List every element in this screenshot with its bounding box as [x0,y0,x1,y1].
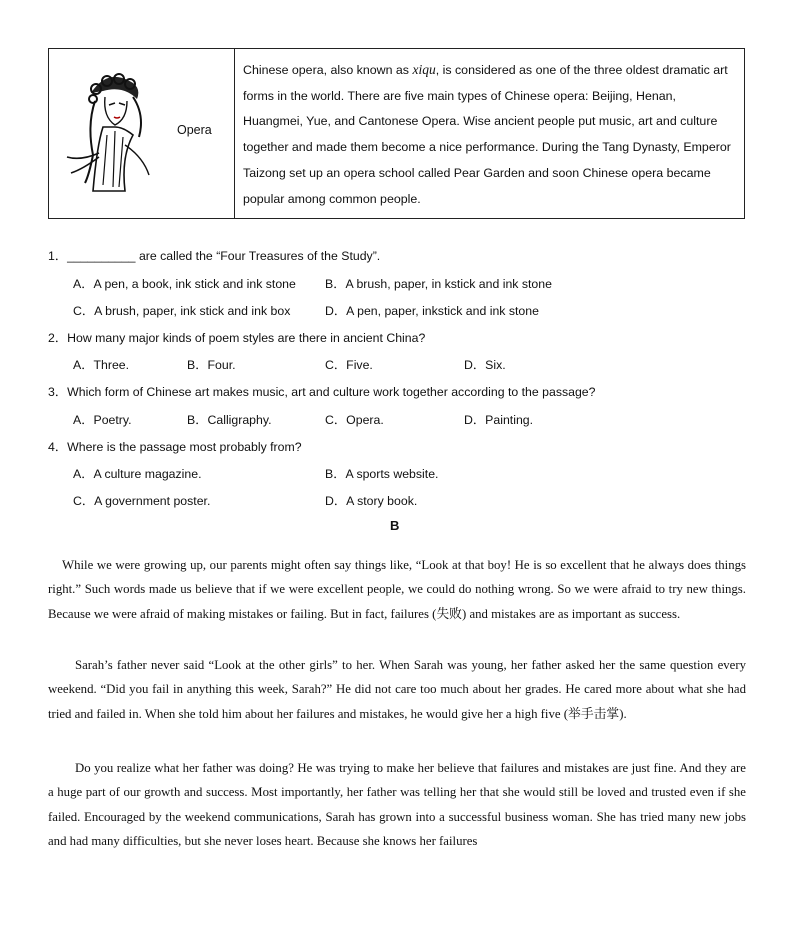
opera-performer-illustration [63,65,153,195]
question-1-option-b[interactable]: B．A brush, paper, in kstick and ink stone [325,277,552,291]
question-1-stem: 1．__________ are called the “Four Treasures of the Study”. [48,249,381,263]
opera-image-cell [49,49,235,218]
question-1-option-d[interactable]: D．A pen, paper, inkstick and ink stone [325,304,539,318]
question-4-stem: 4．Where is the passage most probably from? [48,440,302,454]
opera-description: Chinese opera, also known as xiqu, is considered as one of the three oldest dramatic art forms in the world. There are five main types of Chinese opera: Beijing, Henan, Huangmei, Yue, and Cantonese Opera. Wise ancient people put music, art and culture together and made them become a nice performance. During the Tang Dynasty, Emperor Taizong set up an opera school called Pear Garden and soon Chinese opera became popular among common people. [243,62,731,206]
opera-label: Opera [177,123,212,137]
question-4-option-c[interactable]: C．A government poster. [73,494,211,508]
question-2-option-d[interactable]: D．Six. [464,358,506,372]
question-2-option-c[interactable]: C．Five. [325,358,373,372]
question-2-option-a[interactable]: A．Three. [73,358,130,372]
question-4-option-a[interactable]: A．A culture magazine. [73,467,202,481]
section-b-title: B [390,518,400,533]
question-3-stem: 3．Which form of Chinese art makes music, art and culture work together according to the passage? [48,385,596,399]
passage-paragraph-1: While we were growing up, our parents might often say things like, “Look at that boy! He is so excellent that he always does things right.” Such words made us believe that if we were excellent people, we could do nothing wrong. So we were afraid to try new things. Because we were afraid of making mistakes or failing. But in fact, failures (失败) and mistakes are as important as success. [48,558,746,621]
question-3-option-d[interactable]: D．Painting. [464,413,534,427]
question-3-option-b[interactable]: B．Calligraphy. [187,413,272,427]
question-1-option-a[interactable]: A．A pen, a book, ink stick and ink stone [73,277,296,291]
question-2-stem: 2．How many major kinds of poem styles are there in ancient China? [48,331,426,345]
passage-paragraph-2: Sarah’s father never said “Look at the other girls” to her. When Sarah was young, her father asked her the same question every weekend. “Did you fail in anything this week, Sarah?” He did not care too much about her grades. He cared more about what she had tried and failed in. When she told him about her failures and mistakes, he would give her a high five (举手击掌). [48,658,746,721]
xiqu-term: xiqu [412,62,436,77]
question-3-option-c[interactable]: C．Opera. [325,413,384,427]
question-1-option-c[interactable]: C．A brush, paper, ink stick and ink box [73,304,291,318]
question-4-option-b[interactable]: B．A sports website. [325,467,439,481]
question-3-option-a[interactable]: A．Poetry. [73,413,132,427]
question-4-option-d[interactable]: D．A story book. [325,494,418,508]
question-2-option-b[interactable]: B．Four. [187,358,236,372]
passage-paragraph-3: Do you realize what her father was doing? He was trying to make her believe that failures and mistakes are just fine. And they are a huge part of our growth and success. Most importantly, her father was telling her that she would still be loved and trusted even if she failed. Encouraged by the weekend communications, Sarah has grown into a successful business woman. She has tried many new jobs and had many difficulties, but she never loses heart. Because she knows her failures [48,761,746,848]
opera-table [48,48,745,219]
